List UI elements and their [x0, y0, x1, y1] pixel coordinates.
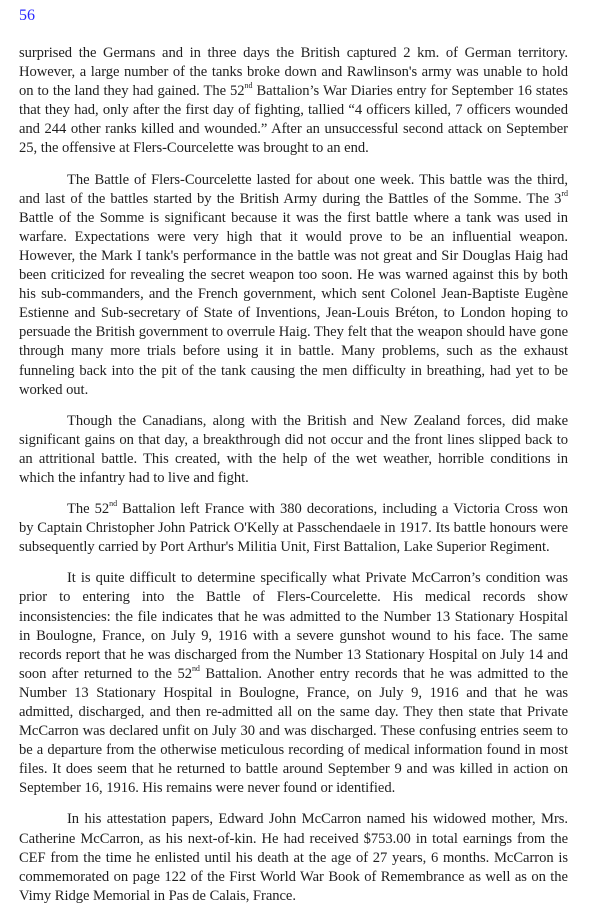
ordinal-superscript: nd [109, 499, 118, 509]
paragraph [19, 810, 568, 905]
paragraph [19, 500, 568, 557]
paragraph [19, 412, 568, 488]
page-number: 56 [19, 7, 35, 24]
paragraph [19, 44, 568, 159]
ordinal-superscript: nd [244, 81, 253, 91]
paragraph-text: The Battle of Flers-Courcelette lasted for about one week. This battle was the third, and last of the battles started by the British Army during the Battles of the Somme. The 3 [19, 171, 568, 207]
paragraph-text: The 52 [67, 501, 110, 518]
paragraph-text: surprised the Germans and in three days the British captured 2 km. of German territory. However, a large number of the tanks broke down and Rawlinson's army was unable to hold on to the land they had gained. The 52 [19, 45, 568, 100]
paragraph-text: It is quite difficult to determine specifically what Private McCarron’s condition was prior to entering into the Battle of Flers-Courcelette. His medical records show inconsistencies: the file indicates that he was admitted to the Number 13 Stationary Hospital in Boulogne, France, on July 9, 1916 with a severe gunshot wound to his face. The same records report that he was discharged from the Number 13 Stationary Hospital on July 14 and soon after returned to the 52 [19, 570, 568, 682]
document-body [19, 44, 568, 918]
paragraph-text: Though the Canadians, along with the British and New Zealand forces, did make significant gains on that day, a breakthrough did not occur and the front lines slipped back to an attritional battle. This created, with the help of the wet weather, horrible conditions in which the infantry had to live and fight. [19, 412, 568, 486]
paragraph-text: Battalion left France with 380 decorations, including a Victoria Cross won by Captain Christopher John Patrick O'Kelly at Passchendaele in 1917. Its battle honours were subsequently carried by Port Arthur's Militia Unit, First Battalion, Lake Superior Regiment. [19, 501, 568, 556]
paragraph-text: In his attestation papers, Edward John McCarron named his widowed mother, Mrs. Catherine McCarron, as his next-of-kin. He had received $753.00 in total earnings from the CEF from the time he enlisted until his death at the age of 27 years, 6 months. McCarron is commemorated on page 122 of the First World War Book of Remembrance as well as on the Vimy Ridge Memorial in Pas de Calais, France. [19, 811, 568, 904]
paragraph [19, 171, 568, 400]
ordinal-superscript: nd [191, 663, 200, 673]
paragraph [19, 569, 568, 798]
paragraph-text: Battalion. Another entry records that he was admitted to the Number 13 Stationary Hospital in Boulogne, France, on July 9, 1916 and that he was admitted, discharged, and then re-admitted all on the same day. They then state that Private McCarron was declared unfit on July 30 and was discharged. These confusing entries seem to be a departure from the otherwise meticulous recording of medical information found in most files. It does seem that he returned to battle around September 9 and was killed in action on September 16, 1916. His remains were never found or identified. [19, 665, 568, 797]
paragraph-text: Battalion’s War Diaries entry for September 16 states that they had, only after the first day of fighting, tallied “4 officers killed, 7 officers wounded and 244 other ranks killed and wounded.” After an unsuccessful second attack on September 25, the offensive at Flers-Courcelette was brought to an end. [19, 83, 568, 157]
paragraph-text: Battle of the Somme is significant because it was the first battle where a tank was used in warfare. Expectations were very high that it would prove to be an influential weapon. However, the Mark I tank's performance in the battle was not great and Sir Douglas Haig had been criticized for revealing the secret weapon too soon. He was warned against this by both his sub-commanders, and the French government, which sent Colonel Jean-Baptiste Eugène Estienne and Sub-secretary of State of Inventions, Jean-Louis Bréton, to London hoping to persuade the British government to overrule Haig. They felt that the weapon should have gone through many more trials before using it in battle. Many problems, such as the exhaust funneling back into the pit of the tank causing the men difficulty in breathing, had yet to be worked out. [19, 209, 568, 398]
ordinal-superscript: rd [561, 188, 568, 198]
